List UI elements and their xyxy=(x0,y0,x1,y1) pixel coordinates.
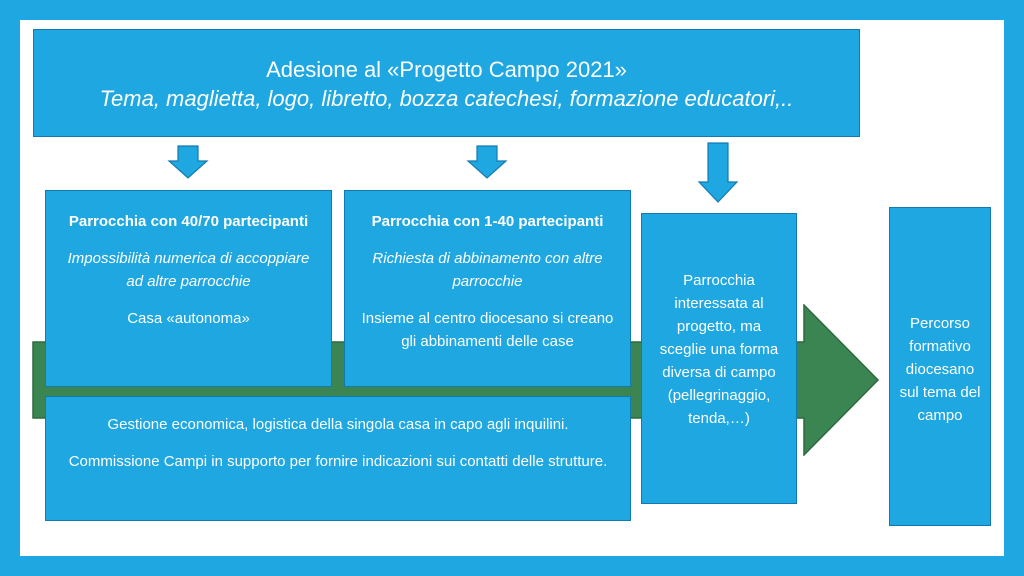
header-subtitle: Tema, maglietta, logo, libretto, bozza catechesi, formazione educatori,.. xyxy=(99,86,794,111)
parish-1-40-box xyxy=(344,190,631,387)
parish-1-40-detail: Insieme al centro diocesano si creano gli abbinamenti delle case xyxy=(361,310,614,350)
header-box xyxy=(33,29,860,137)
arrow-down-icon xyxy=(167,145,209,180)
alternative-parish-text: Parrocchia interessata al progetto, ma sceglie una forma diversa di campo (pellegrinaggio, tenda,…) xyxy=(659,272,779,427)
arrow-down-icon xyxy=(466,145,508,180)
management-box xyxy=(45,396,631,521)
arrow-down-icon xyxy=(697,142,739,204)
parish-40-70-detail: Casa «autonoma» xyxy=(127,310,250,327)
parish-1-40-note: Richiesta di abbinamento con altre parrocchie xyxy=(372,250,603,290)
header-title: Adesione al «Progetto Campo 2021» xyxy=(266,57,627,82)
diocesan-path-text: Percorso formativo diocesano sul tema del campo xyxy=(899,315,981,424)
parish-40-70-title: Parrocchia con 40/70 partecipanti xyxy=(68,213,309,230)
management-line-2: Commissione Campi in supporto per fornire indicazioni sui contatti delle strutture. xyxy=(68,453,608,470)
diocesan-path-box xyxy=(889,207,991,526)
parish-40-70-note: Impossibilità numerica di accoppiare ad altre parrocchie xyxy=(67,250,310,290)
management-line-1: Gestione economica, logistica della singola casa in capo agli inquilini. xyxy=(107,416,569,433)
parish-1-40-title: Parrocchia con 1-40 partecipanti xyxy=(371,213,604,230)
parish-40-70-box xyxy=(45,190,332,387)
alternative-parish-box xyxy=(641,213,797,504)
